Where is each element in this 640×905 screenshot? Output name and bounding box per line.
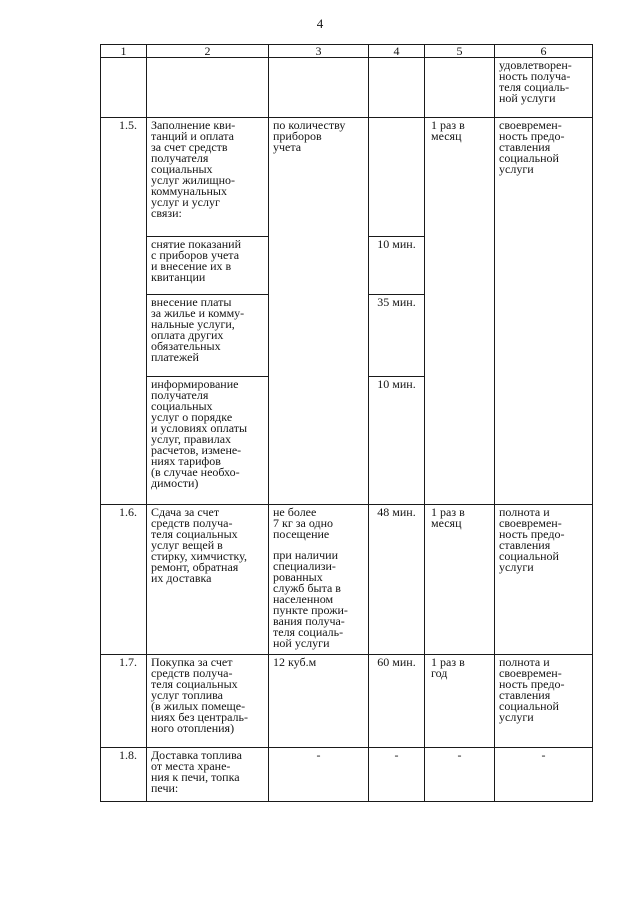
row-number: 1.5. <box>101 118 147 505</box>
volume-cell: 12 куб.м <box>269 655 369 748</box>
criteria-cell: полнота и своевремен- ность предо- ставления социальной услуги <box>495 655 593 748</box>
time-cell <box>369 118 425 237</box>
header-cell: 5 <box>425 45 495 58</box>
page-number: 4 <box>316 16 324 31</box>
criteria-cell: - <box>495 748 593 802</box>
time-cell: 35 мин. <box>369 295 425 377</box>
criteria-cell: удовлетворен- ность получа- теля социаль- ной услуги <box>495 58 593 118</box>
time-cell: 60 мин. <box>369 655 425 748</box>
service-name-cell: Сдача за счет средств получа- теля социальных услуг вещей в стирку, химчистку, ремонт, обратная их доставка <box>147 505 269 655</box>
table-row-1-5 <box>101 118 593 237</box>
header-row <box>101 45 593 58</box>
sub-service-name: снятие показаний с приборов учета и внесение их в квитанции <box>147 237 269 295</box>
criteria-cell: своевремен- ность предо- ставления социальной услуги <box>495 118 593 505</box>
table-row-1-8 <box>101 748 593 802</box>
table-row-1-7 <box>101 655 593 748</box>
time-cell: - <box>369 748 425 802</box>
service-name-cell: Заполнение кви- танций и оплата за счет средств получателя социальных услуг жилищно- коммунальных услуг и услуг связи: <box>147 118 269 237</box>
periodicity-cell: 1 раз в месяц <box>425 118 495 505</box>
row-number: 1.8. <box>101 748 147 802</box>
sub-service-name: внесение платы за жилье и комму- нальные услуги, оплата других обязательных платежей <box>147 295 269 377</box>
service-name-cell: Покупка за счет средств получа- теля социальных услуг топлива (в жилых помеще- ниях без централь- ного отопления) <box>147 655 269 748</box>
header-cell: 1 <box>101 45 147 58</box>
table-row-1-6 <box>101 505 593 655</box>
time-cell: 10 мин. <box>369 377 425 505</box>
periodicity-cell: 1 раз в год <box>425 655 495 748</box>
volume-cell: - <box>269 748 369 802</box>
services-table <box>100 44 593 802</box>
header-cell: 3 <box>269 45 369 58</box>
time-cell: 10 мин. <box>369 237 425 295</box>
service-name-cell: Доставка топлива от места хране- ния к печи, топка печи: <box>147 748 269 802</box>
table-row-continuation <box>101 58 593 118</box>
time-cell: 48 мин. <box>369 505 425 655</box>
volume-cell: не более 7 кг за одно посещение при наличии специализи- рованных служб быта в населенном пункте прожи- вания получа- теля социаль- ной услуги <box>269 505 369 655</box>
sub-service-name: информирование получателя социальных услуг о порядке и условиях оплаты услуг, правилах расчетов, измене- ниях тарифов (в случае необхо- димости) <box>147 377 269 505</box>
periodicity-cell: 1 раз в месяц <box>425 505 495 655</box>
row-number: 1.6. <box>101 505 147 655</box>
row-number: 1.7. <box>101 655 147 748</box>
header-cell: 2 <box>147 45 269 58</box>
criteria-cell: полнота и своевремен- ность предо- ставления социальной услуги <box>495 505 593 655</box>
periodicity-cell: - <box>425 748 495 802</box>
volume-cell: по количеству приборов учета <box>269 118 369 505</box>
header-cell: 4 <box>369 45 425 58</box>
header-cell: 6 <box>495 45 593 58</box>
